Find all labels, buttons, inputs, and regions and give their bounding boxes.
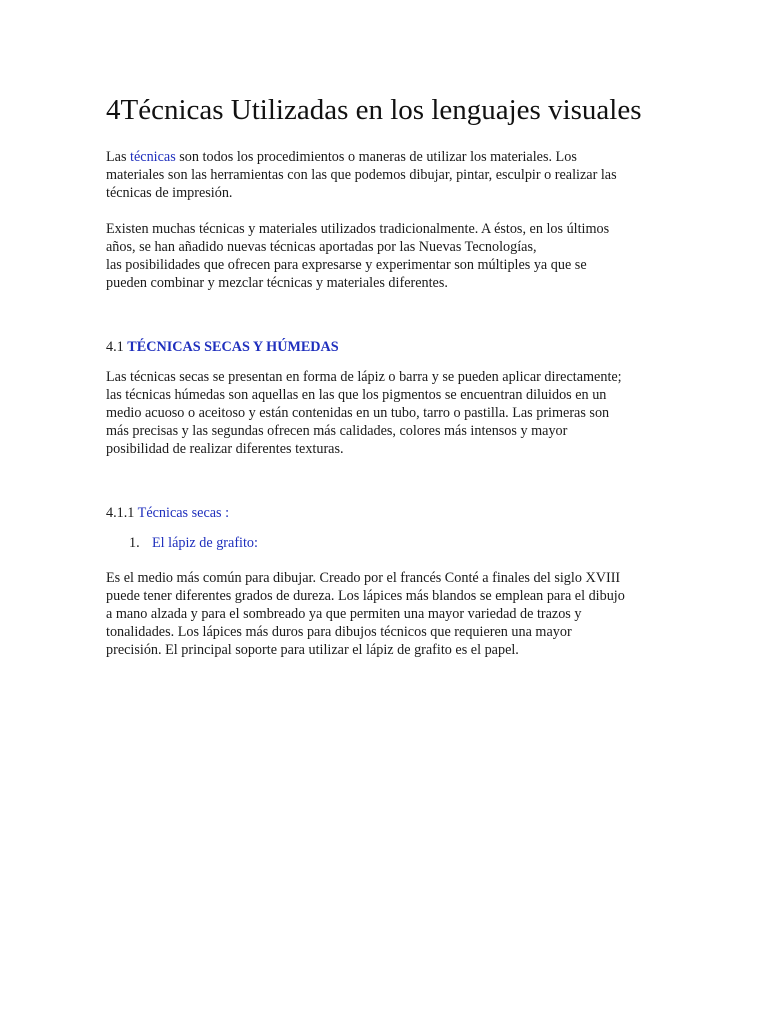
ordered-list xyxy=(106,534,662,552)
graphite-line-5: precisión. El principal soporte para utilizar el lápiz de grafito es el papel. xyxy=(106,642,519,658)
intro-line-3: técnicas de impresión. xyxy=(106,185,233,201)
section-4-1-link[interactable]: TÉCNICAS SECAS Y HÚMEDAS xyxy=(127,339,339,355)
graphite-pencil-link[interactable]: El lápiz de grafito: xyxy=(152,535,258,551)
dry-wet-line-2: las técnicas húmedas son aquellas en las que los pigmentos se encuentran diluidos en un xyxy=(106,387,607,403)
techniques-line-3: las posibilidades que ofrecen para expresarse y experimentar son múltiples ya que se xyxy=(106,257,587,273)
intro-line-1-rest: son todos los procedimientos o maneras de utilizar los materiales. Los xyxy=(175,149,577,165)
techniques-line-1: Existen muchas técnicas y materiales utilizados tradicionalmente. A éstos, en los últimos xyxy=(106,221,610,237)
techniques-line-2: años, se han añadido nuevas técnicas aportadas por las Nuevas Tecnologías, xyxy=(106,239,537,255)
dry-wet-line-4: más precisas y las segundas ofrecen más calidades, colores más intensos y mayor xyxy=(106,423,568,439)
section-4-1-1-heading xyxy=(106,504,662,522)
section-4-1-1-number: 4.1.1 xyxy=(106,505,138,521)
graphite-line-4: tonalidades. Los lápices más duros para dibujos técnicos que requieren una mayor xyxy=(106,624,572,640)
list-item xyxy=(129,534,662,552)
dry-wet-paragraph xyxy=(106,368,662,458)
section-4-1-1-link[interactable]: Técnicas secas : xyxy=(137,505,230,521)
page-title: 4Técnicas Utilizadas en los lenguajes visuales xyxy=(106,94,642,126)
dry-wet-line-5: posibilidad de realizar diferentes texturas. xyxy=(106,441,344,457)
section-4-1-heading xyxy=(106,338,662,356)
techniques-line-4: pueden combinar y mezclar técnicas y materiales diferentes. xyxy=(106,275,448,291)
document-page xyxy=(106,92,662,659)
graphite-line-3: a mano alzada y para el sombreado ya que permiten una mayor variedad de trazos y xyxy=(106,606,582,622)
graphite-line-2: puede tener diferentes grados de dureza. Los lápices más blandos se emplean para el dibujo xyxy=(106,588,625,604)
intro-prefix: Las xyxy=(106,149,131,165)
dry-wet-line-3: medio acuoso o aceitoso y están contenidas en un tubo, tarro o pastilla. Las primeras son xyxy=(106,405,610,421)
dry-wet-line-1: Las técnicas secas se presentan en forma de lápiz o barra y se pueden aplicar directamente; xyxy=(106,369,622,385)
intro-paragraph xyxy=(106,148,662,202)
graphite-paragraph xyxy=(106,569,662,659)
techniques-paragraph xyxy=(106,220,662,292)
tecnicas-link[interactable]: técnicas xyxy=(130,149,176,165)
list-item-number: 1. xyxy=(129,535,140,551)
section-4-1-number: 4.1 xyxy=(106,339,128,355)
intro-line-2: materiales son las herramientas con las que podemos dibujar, pintar, esculpir o realizar las xyxy=(106,167,617,183)
graphite-line-1: Es el medio más común para dibujar. Creado por el francés Conté a finales del siglo XVIII xyxy=(106,570,621,586)
